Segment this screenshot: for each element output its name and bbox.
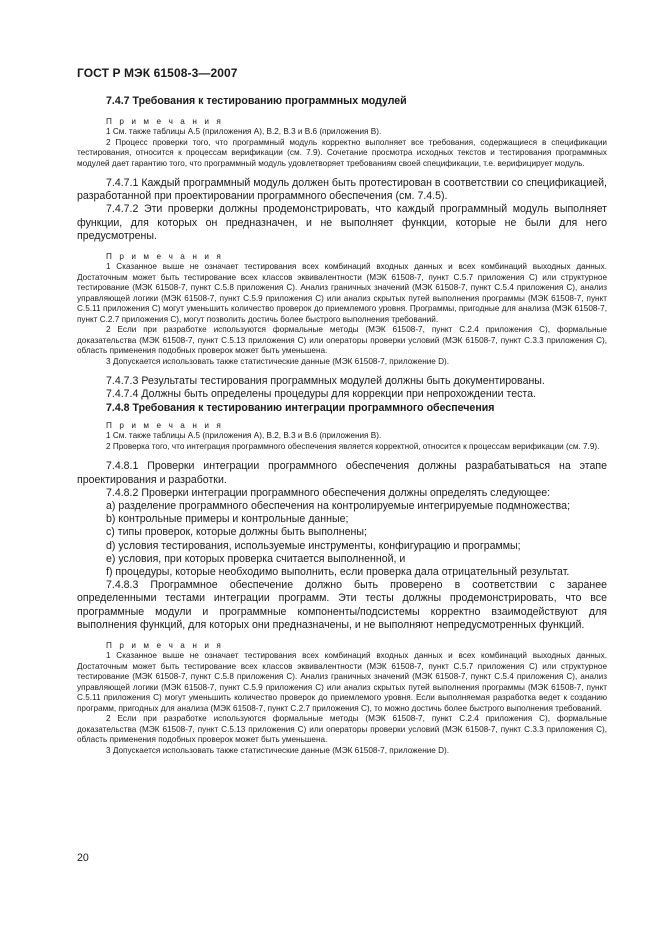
notes-title: П р и м е ч а н и я — [106, 252, 224, 262]
paragraph-7-4-7-4: 7.4.7.4 Должны быть определены процедуры для коррекции при непрохождении теста. — [106, 388, 536, 401]
section-7-4-8-heading: 7.4.8 Требования к тестированию интеграции программного обеспечения — [106, 402, 495, 415]
note-item: 2 Процесс проверки того, что программный модуль корректно выполняет все требования, содержащиеся в спецификации тестирования, относится к процессам верификации (см. 7.9). Сочетание просмотра исходных текстов и тестирования программных модулей дает гарантию того, что программный модуль удовлетворяет требованиям своей спецификации, т.е. верифицирует модуль. — [77, 137, 607, 168]
list-item: c) типы проверок, которые должны быть выполнены; — [106, 526, 367, 539]
section-7-4-7-heading: 7.4.7 Требования к тестированию программных модулей — [106, 95, 407, 107]
list-item: d) условия тестирования, используемые инструменты, конфигурацию и программы; — [106, 539, 521, 552]
note-item: 2 Проверка того, что интеграция программного обеспечения является корректной, относится к процессам верификации (см. 7.9). — [106, 441, 600, 451]
paragraph-7-4-8-3: 7.4.8.3 Программное обеспечение должно быть проверено в соответствии с заранее определенными тестами интеграции программ. Эти тесты должны продемонстрировать, что все программные модули и программные компоненты/подсистемы корректно взаимодействуют для выполнения функций, для которых они предназначены, и не выполняют непредусмотренных функций. — [77, 579, 607, 631]
note-item: 1 Сказанное выше не означает тестирования всех комбинаций входных данных и всех комбинаций выходных данных. Достаточным может быть тестирование всех классов эквивалентности (МЭК 61508-7, пункт С.5.7 приложения С) или структурное тестирование (МЭК 61508-7, пункт С.5.8 приложения С). Анализ граничных значений (МЭК 61508-7, пункт С.5.4 приложения С), анализ управляющей логики (МЭК 61508-7, пункт С.5.9 приложения С) или анализ скрытых путей выполнения программы (МЭК 61508-7, пункт С.5.11 приложения С) могут уменьшить количество проверок до приемлемого уровня. Программы, пригодные для анализа (МЭК 61508-7, пункт С.2.7 приложения С), могут позволить достичь более быстрого выполнения требований. — [77, 262, 607, 324]
note-item: 3 Допускается использовать также статистические данные (МЭК 61508-7, приложение D). — [106, 356, 450, 366]
list-item: f) процедуры, которые необходимо выполнить, если проверка дала отрицательный результат. — [106, 566, 570, 579]
note-item: 2 Если при разработке используются формальные методы (МЭК 61508-7, пункт С.2.4 приложения С), формальные доказательства (МЭК 61508-7, пункт С.5.13 приложения С) или операторы проверки условий (МЭК 61508-7, пункт С.3.3 приложения С), область применения подобных проверок может быть уменьшена. — [77, 325, 607, 356]
page-number: 20 — [77, 852, 89, 864]
note-item: 1 Сказанное выше не означает тестирования всех комбинаций входных данных и всех комбинаций выходных данных. Достаточным может быть тестирование всех классов эквивалентности (МЭК 61508-7, пункт С.5.7 приложения С) или структурное тестирование (МЭК 61508-7, пункт С.5.8 приложения С). Анализ граничных значений (МЭК 61508-7, пункт С.5.4 приложения С), анализ управляющей логики (МЭК 61508-7, пункт С.5.9 приложения С) или анализ скрытых путей выполнения программы (МЭК 61508-7, пункт С.5.11 приложения С) могут уменьшить количество проверок до приемлемого уровня. Если выполняемая разработка ведет к созданию программ, пригодных для анализа (МЭК 61508-7, пункт С.2.7 приложения С), то можно достичь более быстрого выполнения требований. — [77, 651, 607, 713]
standard-header: ГОСТ Р МЭК 61508-3—2007 — [77, 66, 238, 80]
notes-title: П р и м е ч а н и я — [106, 421, 224, 431]
paragraph-7-4-7-2: 7.4.7.2 Эти проверки должны продемонстрировать, что каждый программный модуль выполняет функции, для которых он предназначен, и не выполняет функции, которые не были для него предусмотрены. — [77, 203, 607, 242]
note-item: 2 Если при разработке используются формальные методы (МЭК 61508-7, пункт С.2.4 приложения С), формальные доказательства (МЭК 61508-7, пункт С.5.13 приложения С) или операторы проверки условий (МЭК 61508-7, пункт С.3.3 приложения С), область применения подобных проверок может быть уменьшена. — [77, 714, 607, 745]
list-item: e) условия, при которых проверка считается выполненной, и — [106, 552, 406, 565]
notes-title: П р и м е ч а н и я — [106, 641, 224, 651]
notes-title: П р и м е ч а н и я — [106, 117, 224, 126]
note-item: 1 См. также таблицы А.5 (приложения А), В.2, В.3 и В.6 (приложения В). — [106, 127, 382, 136]
note-item: 3 Допускается использовать также статистические данные (МЭК 61508-7, приложение D). — [106, 745, 450, 755]
list-item: a) разделение программного обеспечения на контролируемые интегрируемые подмножества; — [106, 500, 571, 513]
paragraph-7-4-8-1: 7.4.8.1 Проверки интеграции программного обеспечения должны разрабатываться на этапе проектирования и разработки. — [77, 460, 607, 486]
list-item: b) контрольные примеры и контрольные данные; — [106, 513, 349, 526]
note-item: 1 См. также таблицы А.5 (приложения А), В.2, В.3 и В.6 (приложения В). — [106, 431, 382, 441]
paragraph-7-4-7-3: 7.4.7.3 Результаты тестирования программных модулей должны быть документированы. — [106, 375, 545, 388]
paragraph-7-4-8-2: 7.4.8.2 Проверки интеграции программного обеспечения должны определять следующее: — [106, 486, 551, 499]
page-content — [77, 94, 607, 756]
paragraph-7-4-7-1: 7.4.7.1 Каждый программный модуль должен быть протестирован в соответствии со спецификацией, разработанной при проектировании программного обеспечения (см. 7.4.5). — [77, 177, 607, 203]
